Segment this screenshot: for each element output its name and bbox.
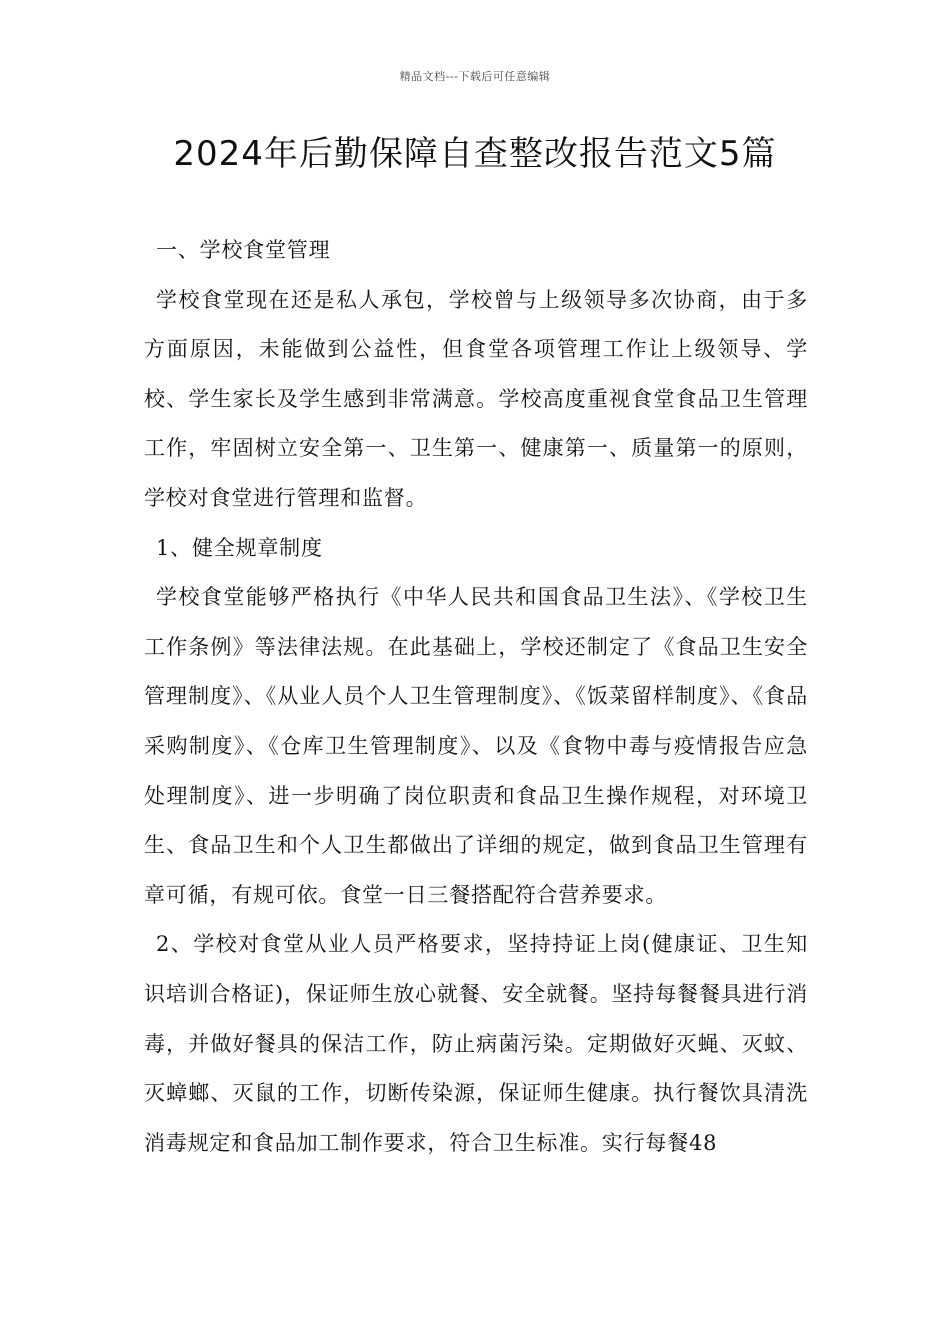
document-title: 2024年后勤保障自查整改报告范文5篇 (173, 134, 777, 174)
body-paragraph: 2、学校对食堂从业人员严格要求，坚持持证上岗(健康证、卫生知识培训合格证)，保证师生放心就餐、安全就餐。坚持每餐餐具进行消毒，并做好餐具的保洁工作，防止病菌污染。定期做好灭蝇、灭蚊、灭蟑螂、灭鼠的工作，切断传染源，保证师生健康。执行餐饮具清洗消毒规定和食品加工制作要求，符合卫生标准。实行每餐48 (144, 932, 808, 1155)
body-paragraph: 学校食堂现在还是私人承包，学校曾与上级领导多次协商，由于多方面原因，未能做到公益性，但食堂各项管理工作让上级领导、学校、学生家长及学生感到非常满意。学校高度重视食堂食品卫生管理工作，牢固树立安全第一、卫生第一、健康第一、质量第一的原则，学校对食堂进行管理和监督。 (144, 287, 808, 510)
section-heading: 一、学校食堂管理 (156, 238, 331, 262)
body-paragraph: 学校食堂能够严格执行《中华人民共和国食品卫生法》、《学校卫生工作条例》等法律法规。在此基础上，学校还制定了《食品卫生安全管理制度》、《从业人员个人卫生管理制度》、《饭菜留样制度》、《食品采购制度》、《仓库卫生管理制度》、以及《食物中毒与疫情报告应急处理制度》、进一步明确了岗位职责和食品卫生操作规程，对环境卫生、食品卫生和个人卫生都做出了详细的规定，做到食品卫生管理有章可循，有规可依。食堂一日三餐搭配符合营养要求。 (144, 585, 808, 907)
header-note: 精品文档---下载后可任意编辑 (399, 70, 551, 83)
subsection-heading: 1、健全规章制度 (156, 535, 323, 560)
document-body (144, 226, 808, 1168)
